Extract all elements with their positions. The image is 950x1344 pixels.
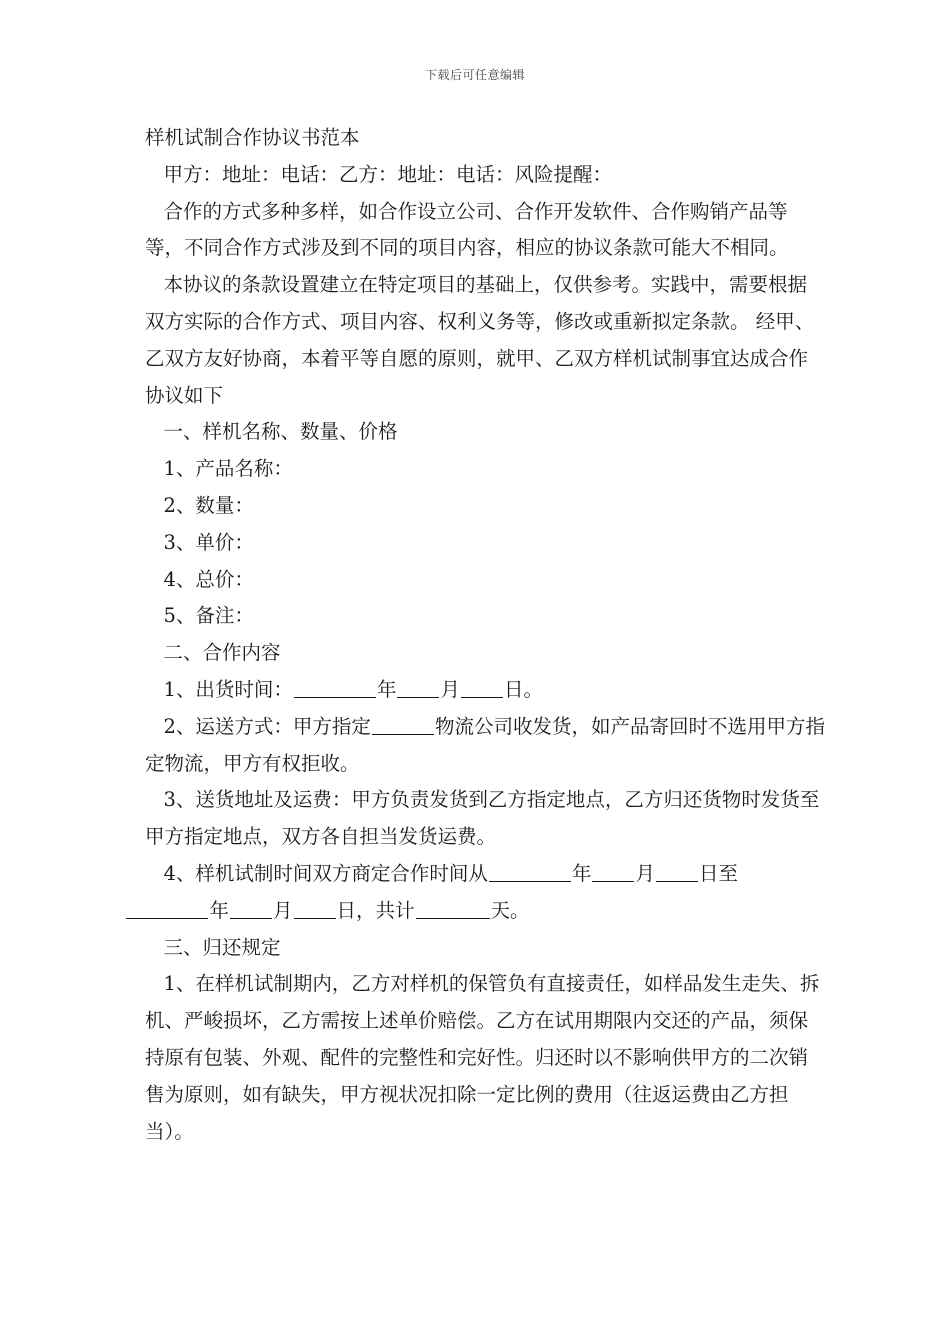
section1-item-quantity: 2、数量： bbox=[163, 493, 254, 517]
parties-line: 甲方：地址：电话：乙方：地址：电话：风险提醒： bbox=[163, 162, 613, 186]
blank-line bbox=[416, 897, 490, 918]
header-note: 下载后可任意编辑 bbox=[424, 68, 525, 82]
blank-line bbox=[294, 897, 336, 918]
day-to-unit: 日至 bbox=[698, 861, 738, 885]
section2-item-ship-time bbox=[145, 672, 825, 709]
reference-paragraph: 本协议的条款设置建立在特定项目的基础上，仅供参考。实践中，需要根据双方实际的合作方式、项目内容、权利义务等，修改或重新拟定条款。 经甲、乙双方友好协商，本着平等自愿的原则，就甲、乙双方样机试制事宜达成合作协议如下 bbox=[145, 273, 815, 407]
year-unit: 年 bbox=[376, 677, 397, 701]
document-body bbox=[145, 120, 825, 1150]
year-unit: 年 bbox=[209, 898, 229, 922]
month-unit: 月 bbox=[273, 898, 293, 922]
day-total-unit: 日，共计 bbox=[336, 898, 415, 922]
section2-item-delivery: 3、送货地址及运费：甲方负责发货到乙方指定地点，乙方归还货物时发货至甲方指定地点，双方各自担当发货运费。 bbox=[145, 788, 820, 849]
section1-item-product-name: 1、产品名称： bbox=[163, 457, 293, 481]
section2-item-trial-period bbox=[145, 856, 825, 930]
blank-line bbox=[230, 897, 272, 918]
days-unit: 天。 bbox=[490, 898, 530, 922]
day-unit: 日。 bbox=[503, 677, 543, 701]
blank-line bbox=[489, 860, 571, 881]
section3-item-return: 1、在样机试制期内，乙方对样机的保管负有直接责任，如样品发生走失、拆机、严峻损坏，乙方需按上述单价赔偿。乙方在试用期限内交还的产品，须保持原有包装、外观、配件的完整性和完好性。归还时以不影响供甲方的二次销售为原则，如有缺失，甲方视状况扣除一定比例的费用（往返运费由乙方担当）。 bbox=[145, 972, 820, 1143]
section2-heading: 二、合作内容 bbox=[163, 641, 281, 665]
shipping-method-prefix: 2、运送方式：甲方指定 bbox=[163, 714, 371, 738]
section1-item-remarks: 5、备注： bbox=[163, 604, 254, 628]
blank-line bbox=[656, 860, 698, 881]
year-unit: 年 bbox=[571, 861, 592, 885]
section1-item-unit-price: 3、单价： bbox=[163, 530, 254, 554]
month-unit: 月 bbox=[440, 677, 460, 701]
blank-line bbox=[126, 897, 208, 918]
blank-line bbox=[461, 676, 503, 697]
section1-heading: 一、样机名称、数量、价格 bbox=[163, 420, 398, 444]
shipping-method-suffix: 物流公司收发货，如产品寄回时不选用甲方指定物流，甲方有权拒收。 bbox=[145, 714, 825, 775]
month-unit: 月 bbox=[635, 861, 655, 885]
trial-period-prefix: 4、样机试制时间双方商定合作时间从 bbox=[163, 861, 488, 885]
ship-time-label: 1、出货时间： bbox=[163, 677, 293, 701]
blank-line bbox=[372, 713, 434, 734]
section2-item-shipping-method bbox=[145, 709, 825, 783]
section3-heading: 三、归还规定 bbox=[163, 935, 281, 959]
document-title: 样机试制合作协议书范本 bbox=[145, 126, 360, 149]
blank-line bbox=[397, 676, 439, 697]
blank-line bbox=[592, 860, 634, 881]
risk-paragraph: 合作的方式多种多样，如合作设立公司、合作开发软件、合作购销产品等等，不同合作方式涉及到不同的项目内容，相应的协议条款可能大不相同。 bbox=[145, 199, 789, 260]
section1-item-total-price: 4、总价： bbox=[163, 567, 254, 591]
blank-line bbox=[294, 676, 376, 697]
